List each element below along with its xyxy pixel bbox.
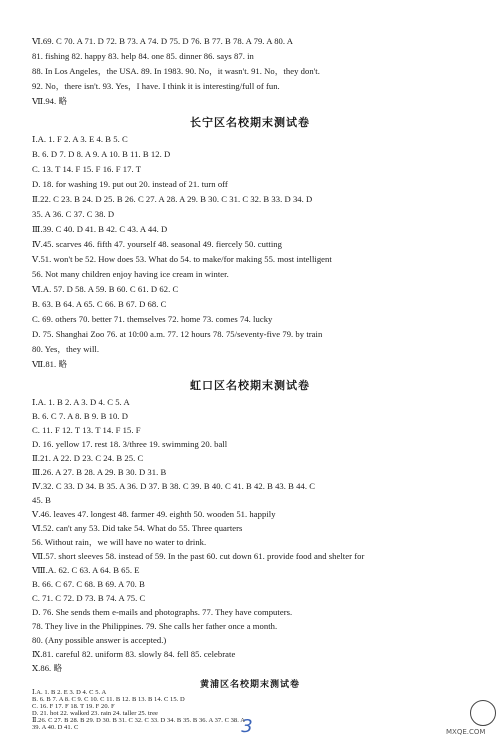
mascot-icon <box>470 700 496 726</box>
answer-line: Ⅸ.81. careful 82. uniform 83. slowly 84. fell 85. celebrate <box>32 649 236 659</box>
answer-line: Ⅱ.22. C 23. B 24. D 25. B 26. C 27. A 28. A 29. B 30. C 31. C 32. B 33. D 34. D <box>32 194 313 204</box>
answer-line: C. 71. C 72. D 73. B 74. A 75. C <box>32 593 146 603</box>
section-heading: 虹口区名校期末测试卷 <box>190 379 310 392</box>
answer-line: B. 6. C 7. A 8. B 9. B 10. D <box>32 411 128 421</box>
answer-line: C. 11. F 12. T 13. T 14. F 15. F <box>32 425 141 435</box>
answer-line: Ⅵ.52. can't any 53. Did take 54. What do 55. Three quarters <box>32 523 243 533</box>
section-heading: 黄浦区名校期末测试卷 <box>199 680 300 690</box>
answer-line: C. 69. others 70. better 71. themselves 72. home 73. comes 74. lucky <box>32 314 273 324</box>
answer-line: C. 13. T 14. F 15. F 16. F 17. T <box>32 164 142 174</box>
answer-line: Ⅹ.86. 略 <box>32 663 63 673</box>
answer-line: Ⅵ.69. C 70. A 71. D 72. B 73. A 74. D 75. D 76. B 77. B 78. A 79. A 80. A <box>32 36 294 46</box>
answer-line: D. 21. hot 22. walked 23. rain 24. taller 25. tree <box>32 710 158 717</box>
answer-line: Ⅶ.81. 略 <box>32 359 68 369</box>
answer-line: Ⅳ.45. scarves 46. fifth 47. yourself 48. seasonal 49. fiercely 50. cutting <box>32 239 282 249</box>
answer-line: Ⅲ.26. A 27. B 28. A 29. B 30. D 31. B <box>32 467 167 477</box>
answer-line: Ⅴ.51. won't be 52. How does 53. What do 54. to make/for making 55. most intelligent <box>32 254 332 264</box>
answer-line: Ⅴ.46. leaves 47. longest 48. farmer 49. eighth 50. wooden 51. happily <box>32 509 276 519</box>
answer-line: Ⅵ.A. 57. D 58. A 59. B 60. C 61. D 62. C <box>32 284 179 294</box>
answer-line: Ⅳ.32. C 33. D 34. B 35. A 36. D 37. B 38. C 39. B 40. C 41. B 42. B 43. B 44. C <box>32 481 316 491</box>
answer-line: Ⅰ.A. 1. B 2. A 3. D 4. C 5. A <box>32 397 130 407</box>
answer-line: D. 76. She sends them e-mails and photographs. 77. They have computers. <box>32 607 293 617</box>
answer-line: 78. They live in the Philippines. 79. She calls her father once a month. <box>32 621 278 631</box>
answer-line: Ⅰ.A. 1. B 2. E 3. D 4. C 5. A <box>32 689 107 696</box>
answer-line: Ⅱ.21. A 22. D 23. C 24. B 25. C <box>32 453 144 463</box>
answer-line: 92. No，there isn't. 93. Yes，I have. I think it is interesting/full of fun. <box>32 81 280 91</box>
answer-line: 45. B <box>32 495 51 505</box>
section-heading: 长宁区名校期末测试卷 <box>190 116 310 129</box>
answer-line: D. 75. Shanghai Zoo 76. at 10:00 a.m. 77. 12 hours 78. 75/seventy-five 79. by train <box>32 329 323 339</box>
answer-line: 80. Yes，they will. <box>32 344 100 354</box>
answer-line: Ⅲ.39. C 40. D 41. B 42. C 43. A 44. D <box>32 224 168 234</box>
answer-line: D. 16. yellow 17. rest 18. 3/three 19. swimming 20. ball <box>32 439 228 449</box>
answer-line: Ⅶ.94. 略 <box>32 96 68 106</box>
answer-line: D. 18. for washing 19. put out 20. instead of 21. turn off <box>32 179 228 189</box>
answer-line: 39. A 40. D 41. C <box>32 724 79 731</box>
answer-line: 35. A 36. C 37. C 38. D <box>32 209 115 219</box>
watermark-text: MXQE.COM <box>446 728 486 736</box>
answer-line: 80. (Any possible answer is accepted.) <box>32 635 167 645</box>
answer-line: Ⅶ.57. short sleeves 58. instead of 59. In the past 60. cut down 61. provide food and shelter for <box>32 551 365 561</box>
answer-line: B. 66. C 67. C 68. B 69. A 70. B <box>32 579 145 589</box>
answer-line: B. 6. D 7. D 8. A 9. A 10. B 11. B 12. D <box>32 149 171 159</box>
answer-line: B. 6. B 7. A 8. C 9. C 10. C 11. B 12. B 13. B 14. C 15. D <box>32 696 185 703</box>
answer-line: C. 16. F 17. F 18. T 19. F 20. F <box>32 703 115 710</box>
page-number: 3 <box>241 716 253 737</box>
answer-line: 88. In Los Angeles，the USA. 89. In 1983. 90. No，it wasn't. 91. No，they don't. <box>32 66 320 76</box>
answer-line: 81. fishing 82. happy 83. help 84. one 85. dinner 86. says 87. in <box>32 51 254 61</box>
answer-line: 56. Not many children enjoy having ice cream in winter. <box>32 269 229 279</box>
answer-line: 56. Without rain，we will have no water to drink. <box>32 537 207 547</box>
answer-line: Ⅰ.A. 1. F 2. A 3. E 4. B 5. C <box>32 134 128 144</box>
answer-line: Ⅷ.A. 62. C 63. A 64. B 65. E <box>32 565 140 575</box>
answer-line: B. 63. B 64. A 65. C 66. B 67. D 68. C <box>32 299 167 309</box>
answer-line: Ⅱ.26. C 27. B 28. B 29. D 30. B 31. C 32. C 33. D 34. B 35. B 36. A 37. C 38. A <box>32 717 245 724</box>
